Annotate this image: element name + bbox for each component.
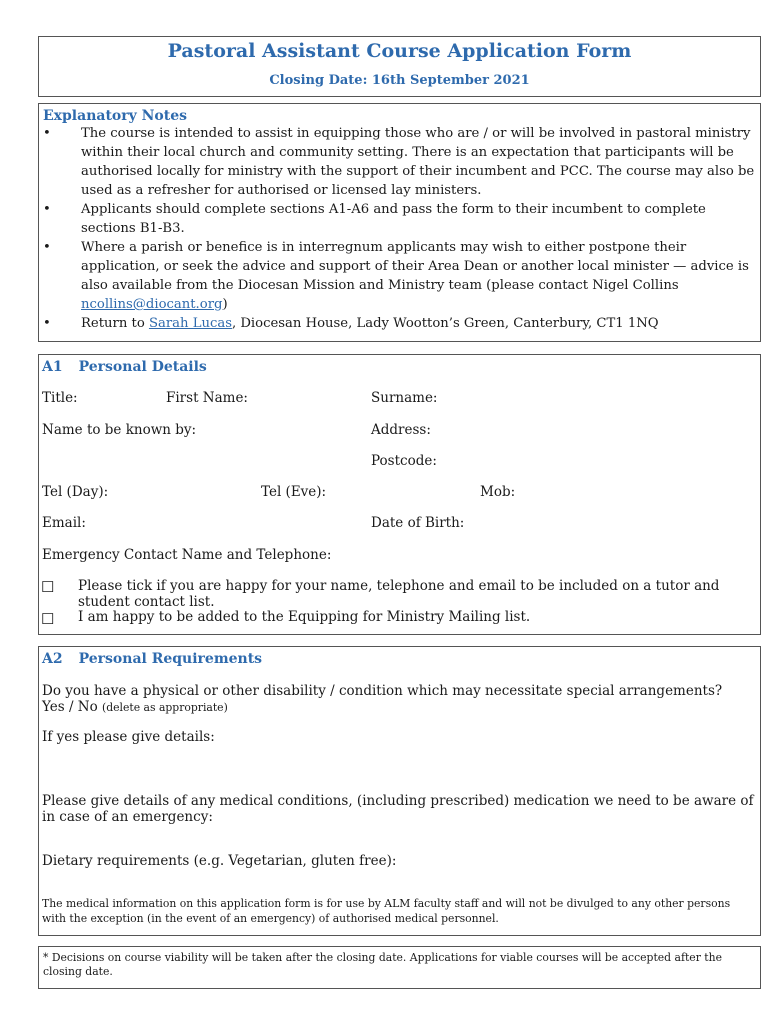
contact-list-checkbox[interactable]: ☐ (41, 578, 55, 596)
closing-date: Closing Date: 16th September 2021 (269, 73, 530, 88)
known-by-field[interactable]: Name to be known by: (42, 422, 197, 438)
tel-eve-field[interactable]: Tel (Eve): (261, 484, 327, 500)
email-field[interactable]: Email: (42, 515, 86, 531)
postcode-field[interactable]: Postcode: (371, 453, 437, 469)
surname-field[interactable]: Surname: (371, 390, 438, 406)
contact-list-label: Please tick if you are happy for your name, telephone and email to be included on a tutor and student contact list. (78, 578, 720, 610)
yes-no-choice[interactable]: Yes / No (42, 699, 98, 715)
dietary-field[interactable]: Dietary requirements (e.g. Vegetarian, gluten free): (42, 853, 397, 869)
mailing-list-label: I am happy to be added to the Equipping for Ministry Mailing list. (78, 609, 531, 625)
mailing-list-checkbox[interactable]: ☐ (41, 610, 55, 628)
note-item: • Where a parish or benefice is in interregnum applicants may wish to either postpone their application, or seek the advice and support of their Area Dean or another local minister — advice is also available from the Diocesan Mission and Ministry team (please contact Nigel Collins ncollins@diocant.org) (43, 238, 756, 314)
section-a2 (38, 646, 761, 936)
first-name-field[interactable]: First Name: (166, 390, 248, 406)
note-item: • Applicants should complete sections A1-A6 and pass the form to their incumbent to complete sections B1-B3. (43, 200, 756, 238)
title-field[interactable]: Title: (42, 390, 78, 406)
note-item: • The course is intended to assist in equipping those who are / or will be involved in pastoral ministry within their local church and community setting. There is an expectation that participants will be authorised locally for ministry with the support of their incumbent and PCC. The course may also be used as a refresher for authorised or licensed lay ministers. (43, 124, 756, 200)
a2-header: A2 Personal Requirements (42, 651, 263, 667)
email-link[interactable]: ncollins@diocant.org (81, 297, 223, 312)
medical-info-note: The medical information on this application form is for use by ALM faculty staff and will not be divulged to any other persons with the exception (in the event of an emergency) of authorised medical personnel. (42, 897, 731, 925)
section-a1 (38, 354, 761, 635)
medical-conditions-field[interactable]: Please give details of any medical conditions, (including prescribed) medication we need to be aware of in case of an emergency: (42, 793, 754, 825)
title-box (38, 36, 761, 97)
tel-day-field[interactable]: Tel (Day): (42, 484, 109, 500)
notes-list (43, 124, 756, 333)
note-item: • Return to Sarah Lucas, Diocesan House, Lady Wootton’s Green, Canterbury, CT1 1NQ (43, 314, 756, 333)
form-title: Pastoral Assistant Course Application Form (167, 40, 632, 62)
disability-question: Do you have a physical or other disability / condition which may necessitate special arrangements? Yes / No (delete as appropriate) (42, 683, 723, 715)
explanatory-notes (38, 103, 761, 342)
address-field[interactable]: Address: (371, 422, 431, 438)
disability-details-field[interactable]: If yes please give details: (42, 729, 215, 745)
contact-link[interactable]: Sarah Lucas (148, 316, 232, 331)
footer-note: * Decisions on course viability will be taken after the closing date. Applications for viable courses will be accepted after the closing date. (38, 946, 761, 989)
mob-field[interactable]: Mob: (480, 484, 516, 500)
emergency-contact-field[interactable]: Emergency Contact Name and Telephone: (42, 547, 332, 563)
notes-heading: Explanatory Notes (43, 108, 188, 124)
dob-field[interactable]: Date of Birth: (371, 515, 465, 531)
a1-header: A1 Personal Details (42, 359, 207, 375)
